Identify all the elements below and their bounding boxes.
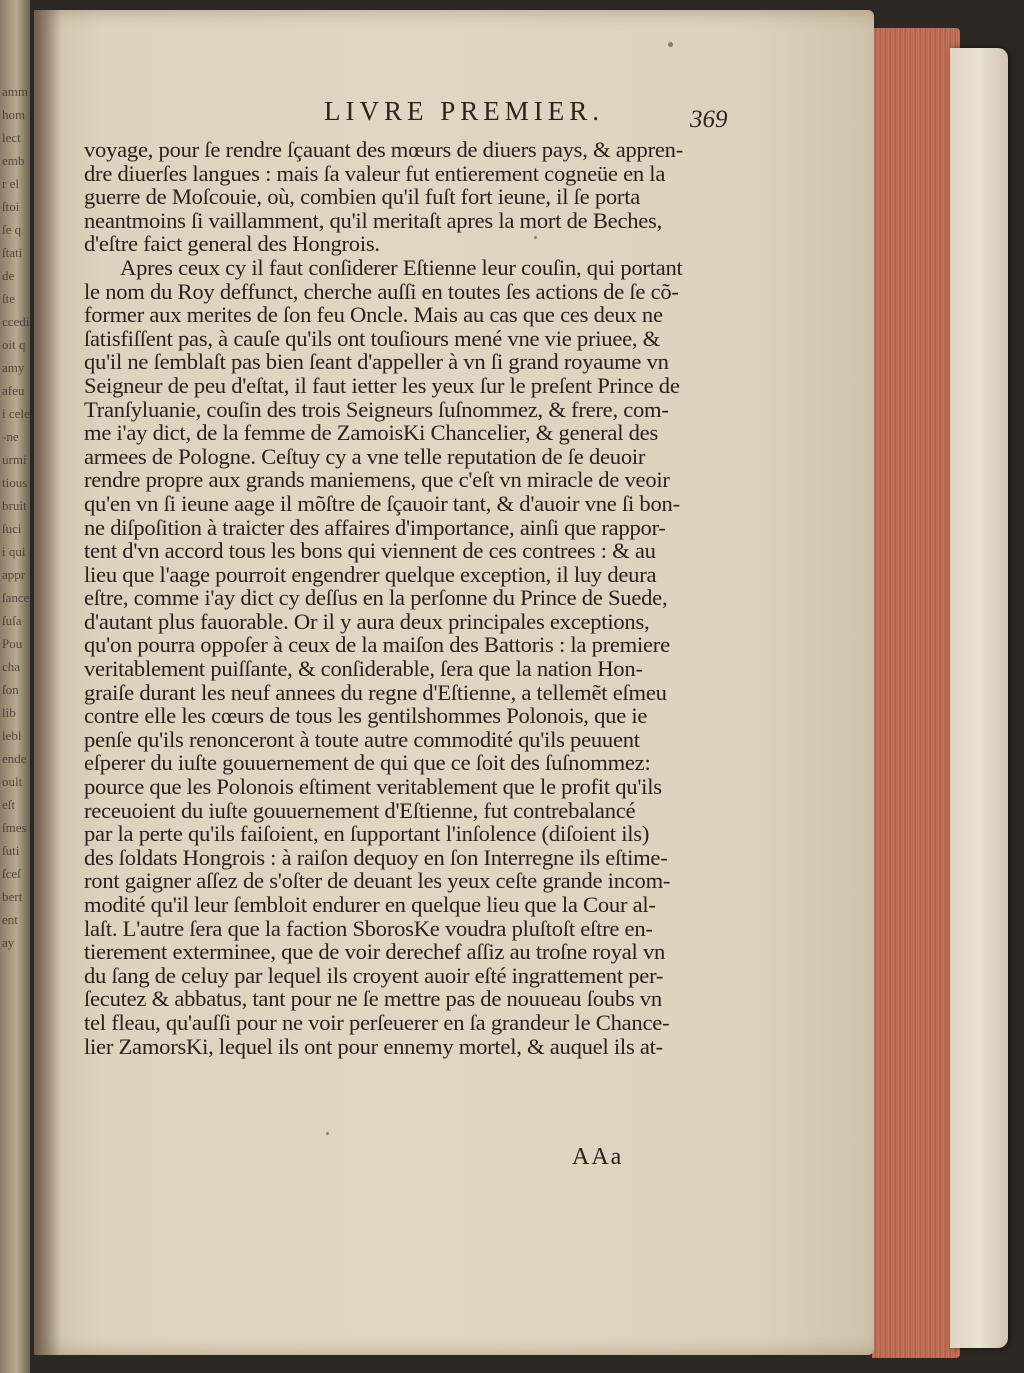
ink-speck [534, 236, 537, 239]
facing-page-fragment: cha [2, 659, 21, 674]
facing-page-fragment: ende [2, 751, 27, 766]
text-line: Seigneur de peu d'eſtat, il faut ietter les yeux ſur le preſent Prince de [84, 372, 680, 398]
signature-mark: AAa [572, 1144, 624, 1170]
text-line: graiſe durant les neuf annees du regne d'Eſtienne, a tellemẽt eſmeu [84, 679, 667, 705]
facing-page-fragment: ſuſa [2, 613, 22, 628]
book-fore-edge [872, 28, 960, 1358]
text-line: pource que les Polonois eſtiment veritablement que le profit qu'ils [84, 774, 662, 800]
text-line: ſatisfiſſent pas, à cauſe qu'ils ont touſiours mené vne vie priuee, & [84, 325, 660, 351]
text-line: d'autant plus fauorable. Or il y aura deux principales exceptions, [84, 608, 650, 634]
page-number: 369 [690, 106, 728, 133]
facing-page-fragment: ſceſ [2, 866, 21, 881]
facing-page-fragment: oit q [2, 337, 26, 352]
text-line: eſtre, comme i'ay dict cy deſſus en la perſonne du Prince de Suede, [84, 585, 668, 611]
facing-page-fragment: de [2, 268, 15, 283]
facing-page-fragment: bruit [2, 498, 27, 513]
ink-speck [668, 42, 673, 47]
text-line: d'eſtre faict general des Hongrois. [84, 231, 380, 257]
text-line: par la perte qu'ils faiſoient, en ſupportant l'inſolence (diſoient ils) [84, 821, 650, 847]
facing-page-fragment: Pou [2, 636, 23, 651]
facing-page-fragment: hom [2, 107, 26, 122]
text-line: le nom du Roy deffunct, cherche auſſi en toutes ſes actions de ſe cõ- [84, 278, 679, 304]
facing-page-fragment: amy [2, 360, 25, 375]
text-line: tel fleau, qu'auſſi pour ne voir perſeuerer en ſa grandeur le Chance- [84, 1009, 670, 1035]
text-line: Tranſyluanie, couſin des trois Seigneurs ſuſnommez, & frere, com- [84, 396, 669, 422]
facing-page-fragment: emb [2, 153, 25, 168]
facing-page-fragment: urmi [2, 452, 27, 467]
text-line: receuoient du iuſte gouuernement d'Eſtienne, fut contrebalancé [84, 797, 636, 823]
text-line: me i'ay dict, de la femme de ZamoisKi Chancelier, & general des [84, 420, 659, 446]
text-line: guerre de Moſcouie, où, combien qu'il fuſt fort ieune, il ſe porta [84, 184, 641, 210]
facing-page-fragment: ſance [2, 590, 30, 605]
facing-page-fragment: eſt [2, 797, 15, 812]
text-line: tierement exterminee, que de voir derechef aſſiz au troſne royal vn [84, 939, 666, 965]
text-line: modité qu'il leur ſembloit endurer en quelque lieu que la Cour al- [84, 892, 656, 917]
facing-page-fragment: ſtoi [2, 199, 20, 214]
facing-page-fragment: lect [2, 130, 21, 145]
facing-page-fragment: amm [2, 84, 28, 99]
facing-page-fragment: ſtati [2, 245, 23, 260]
text-line: du ſang de celuy par lequel ils croyent auoir eſté ingrattement per- [84, 962, 664, 988]
facing-page-text-fragments [0, 80, 30, 1180]
facing-page-fragment: lebl [2, 728, 22, 743]
facing-page-fragment: i cele [2, 406, 30, 421]
facing-page-fragment: ſte [2, 291, 15, 306]
facing-page-fragment: -ne [2, 429, 19, 444]
body-text [84, 138, 744, 1058]
text-line: tent d'vn accord tous les bons qui viennent de ces contrees : & au [84, 538, 656, 564]
facing-page-fragment: ſmes [2, 820, 27, 835]
facing-page-fragment: r el [2, 176, 19, 191]
facing-page-fragment: ſuti [2, 843, 20, 858]
text-line: ſecutez & abbatus, tant pour ne ſe mettre pas de nouueau ſoubs vn [84, 986, 662, 1012]
facing-page-fragment: i qui [2, 544, 26, 559]
text-line: rendre propre aux grands maniemens, que c'eſt vn miracle de veoir [84, 467, 670, 493]
text-line: contre elle les cœurs de tous les gentilshommes Polonois, que ie [84, 703, 648, 729]
facing-page-fragment: ent [2, 912, 18, 927]
text-line: veritablement puiſſante, & conſiderable, ſera que la nation Hon- [84, 656, 643, 682]
text-line: armees de Pologne. Ceſtuy cy a vne telle reputation de ſe deuoir [84, 443, 646, 469]
book-cover-board [950, 48, 1008, 1348]
text-line: ront gaigner aſſez de s'oſter de deuant les yeux ceſte grande incom- [84, 868, 671, 894]
facing-page-fragment: ſe q [2, 222, 22, 237]
facing-page-edge [0, 0, 30, 1373]
text-line: des ſoldats Hongrois : à raiſon dequoy en ſon Interregne ils eſtime- [84, 844, 668, 870]
text-line: former aux merites de ſon feu Oncle. Mais au cas que ces deux ne [84, 302, 663, 328]
facing-page-fragment: bert [2, 889, 23, 904]
gutter-shadow [34, 10, 62, 1355]
text-line: qu'il ne ſemblaſt pas bien ſeant d'appeller à vn ſi grand royaume vn [84, 349, 669, 375]
facing-page-fragment: afeu [2, 383, 25, 398]
text-line: neantmoins ſi vaillamment, qu'il meritaſt apres la mort de Beches, [84, 207, 662, 233]
facing-page-fragment: ccedi [2, 314, 30, 329]
facing-page-fragment: ſon [2, 682, 19, 697]
facing-page-fragment: tious [2, 475, 28, 490]
text-line: qu'en vn ſi ieune aage il mõſtre de ſçauoir tant, & d'auoir vne ſi bon- [84, 490, 680, 516]
text-line: lier ZamorsKi, lequel ils ont pour ennemy mortel, & auquel ils at- [84, 1033, 663, 1059]
text-line: voyage, pour ſe rendre ſçauant des mœurs de diuers pays, & appren- [84, 137, 683, 162]
facing-page-fragment: oult [2, 774, 23, 789]
text-line: Apres ceux cy il faut conſiderer Eſtienne leur couſin, qui portant [120, 254, 683, 280]
text-line: laſt. L'autre ſera que la faction SborosKe voudra pluſtoſt eſtre en- [84, 915, 653, 941]
text-line: lieu que l'aage pourroit engendrer quelque exception, il luy deura [84, 561, 657, 587]
facing-page-fragment: lib [2, 705, 16, 720]
text-line: qu'on pourra oppoſer à ceux de la maiſon des Battoris : la premiere [84, 632, 670, 658]
text-line: eſperer du iuſte gouuernement de qui que ce ſoit des ſuſnommez: [84, 750, 651, 776]
ink-speck [326, 1132, 329, 1135]
book-page [34, 10, 874, 1355]
facing-page-fragment: appr [2, 567, 26, 582]
text-line: dre diuerſes langues : mais ſa valeur fut entierement cogneüe en la [84, 160, 666, 186]
running-head: LIVRE PREMIER. [323, 96, 604, 126]
facing-page-fragment: ſuci [2, 521, 22, 536]
text-line: penſe qu'ils renonceront à toute autre commodité qu'ils peuuent [84, 726, 640, 752]
text-line: ne diſpoſition à traicter des affaires d'importance, ainſi que rappor- [84, 514, 666, 540]
facing-page-fragment: ay [2, 935, 15, 950]
